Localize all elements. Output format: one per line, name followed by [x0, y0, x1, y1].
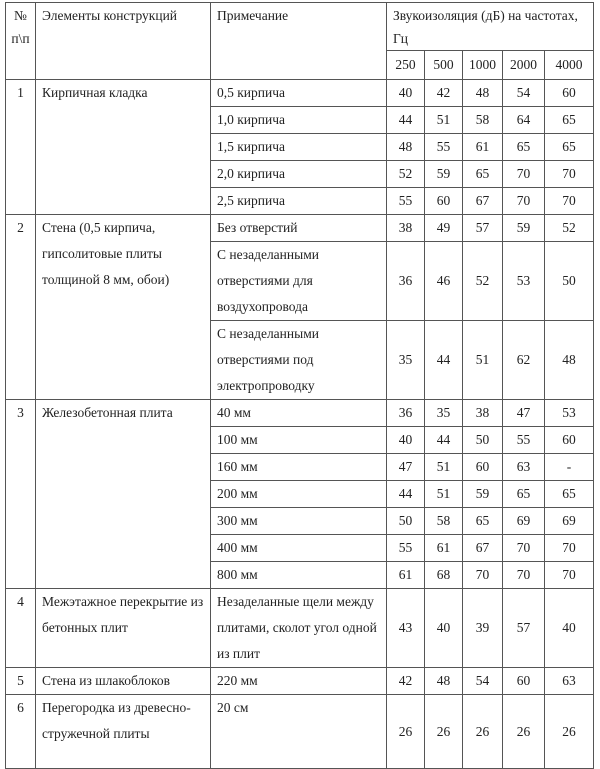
value-cell: 69 [545, 508, 594, 535]
frequency-header: 250 [387, 51, 425, 80]
value-cell: 70 [503, 562, 545, 589]
value-cell: 70 [503, 535, 545, 562]
value-cell: 67 [463, 535, 503, 562]
value-cell: 54 [503, 80, 545, 107]
note-cell: 2,5 кирпича [211, 188, 387, 215]
value-cell: 55 [425, 134, 463, 161]
value-cell: 26 [503, 695, 545, 769]
value-cell: 48 [545, 321, 594, 400]
value-cell: 39 [463, 589, 503, 668]
value-cell: 36 [387, 242, 425, 321]
value-cell: 26 [387, 695, 425, 769]
value-cell: 52 [387, 161, 425, 188]
note-cell: Без отверстий [211, 215, 387, 242]
value-cell: 44 [387, 107, 425, 134]
sound-insulation-table [5, 2, 594, 769]
frequency-header: 4000 [545, 51, 594, 80]
construction-element: Стена (0,5 кирпича, гипсолитовые плиты толщиной 8 мм, обои) [36, 215, 211, 400]
value-cell: 55 [387, 535, 425, 562]
row-index: 1 [6, 80, 36, 215]
note-cell: 200 мм [211, 481, 387, 508]
value-cell: 47 [503, 400, 545, 427]
value-cell: 44 [387, 481, 425, 508]
frequency-header: 500 [425, 51, 463, 80]
value-cell: 65 [463, 161, 503, 188]
construction-element: Стена из шлакоблоков [36, 668, 211, 695]
value-cell: 65 [545, 481, 594, 508]
note-cell: 0,5 кирпича [211, 80, 387, 107]
value-cell: 69 [503, 508, 545, 535]
value-cell: 26 [463, 695, 503, 769]
value-cell: 53 [545, 400, 594, 427]
construction-element: Межэтажное перекрытие из бетонных плит [36, 589, 211, 668]
value-cell: 55 [387, 188, 425, 215]
value-cell: 48 [463, 80, 503, 107]
value-cell: 49 [425, 215, 463, 242]
value-cell: 50 [387, 508, 425, 535]
value-cell: 63 [545, 668, 594, 695]
value-cell: 58 [425, 508, 463, 535]
frequency-header: 1000 [463, 51, 503, 80]
value-cell: 58 [463, 107, 503, 134]
value-cell: - [545, 454, 594, 481]
value-cell: 61 [425, 535, 463, 562]
value-cell: 51 [425, 107, 463, 134]
table-row [6, 668, 594, 695]
header-insulation: Звукоизоляция (дБ) на частотах, Гц [387, 3, 594, 51]
value-cell: 70 [545, 562, 594, 589]
value-cell: 44 [425, 321, 463, 400]
value-cell: 68 [425, 562, 463, 589]
header-element: Элементы конструкций [36, 3, 211, 80]
value-cell: 60 [425, 188, 463, 215]
note-cell: 220 мм [211, 668, 387, 695]
value-cell: 57 [503, 589, 545, 668]
header-note: Примечание [211, 3, 387, 80]
value-cell: 47 [387, 454, 425, 481]
note-cell: Незаделанные щели между плитами, сколот угол одной из плит [211, 589, 387, 668]
table-row [6, 695, 594, 769]
construction-element: Железобетонная плита [36, 400, 211, 589]
value-cell: 42 [425, 80, 463, 107]
value-cell: 60 [503, 668, 545, 695]
value-cell: 70 [503, 161, 545, 188]
value-cell: 60 [463, 454, 503, 481]
table-row [6, 400, 594, 427]
value-cell: 70 [545, 161, 594, 188]
value-cell: 36 [387, 400, 425, 427]
value-cell: 48 [387, 134, 425, 161]
value-cell: 65 [503, 134, 545, 161]
value-cell: 51 [425, 481, 463, 508]
note-cell: 300 мм [211, 508, 387, 535]
note-cell: 800 мм [211, 562, 387, 589]
value-cell: 46 [425, 242, 463, 321]
value-cell: 35 [387, 321, 425, 400]
value-cell: 59 [503, 215, 545, 242]
value-cell: 59 [425, 161, 463, 188]
value-cell: 42 [387, 668, 425, 695]
value-cell: 51 [463, 321, 503, 400]
value-cell: 50 [463, 427, 503, 454]
value-cell: 59 [463, 481, 503, 508]
value-cell: 65 [545, 134, 594, 161]
construction-element: Кирпичная кладка [36, 80, 211, 215]
value-cell: 65 [463, 508, 503, 535]
construction-element: Перегородка из древесно-стружечной плиты [36, 695, 211, 769]
value-cell: 38 [463, 400, 503, 427]
value-cell: 35 [425, 400, 463, 427]
row-index: 2 [6, 215, 36, 400]
value-cell: 62 [503, 321, 545, 400]
value-cell: 61 [387, 562, 425, 589]
note-cell: 1,0 кирпича [211, 107, 387, 134]
row-index: 3 [6, 400, 36, 589]
value-cell: 65 [503, 481, 545, 508]
value-cell: 60 [545, 427, 594, 454]
value-cell: 44 [425, 427, 463, 454]
value-cell: 70 [463, 562, 503, 589]
value-cell: 52 [545, 215, 594, 242]
note-cell: 40 мм [211, 400, 387, 427]
value-cell: 60 [545, 80, 594, 107]
value-cell: 38 [387, 215, 425, 242]
value-cell: 67 [463, 188, 503, 215]
value-cell: 53 [503, 242, 545, 321]
header-index: № п\п [6, 3, 36, 80]
value-cell: 55 [503, 427, 545, 454]
note-cell: 1,5 кирпича [211, 134, 387, 161]
value-cell: 48 [425, 668, 463, 695]
value-cell: 52 [463, 242, 503, 321]
value-cell: 51 [425, 454, 463, 481]
value-cell: 54 [463, 668, 503, 695]
value-cell: 61 [463, 134, 503, 161]
header-row [6, 3, 594, 51]
value-cell: 40 [387, 80, 425, 107]
row-index: 6 [6, 695, 36, 769]
note-cell: 100 мм [211, 427, 387, 454]
value-cell: 70 [545, 188, 594, 215]
table-row [6, 80, 594, 107]
value-cell: 50 [545, 242, 594, 321]
note-cell: 400 мм [211, 535, 387, 562]
note-cell: С незаделанными отверстиями под электропроводку [211, 321, 387, 400]
value-cell: 40 [387, 427, 425, 454]
note-cell: 160 мм [211, 454, 387, 481]
value-cell: 70 [503, 188, 545, 215]
value-cell: 40 [545, 589, 594, 668]
row-index: 5 [6, 668, 36, 695]
note-cell: 20 см [211, 695, 387, 769]
value-cell: 64 [503, 107, 545, 134]
value-cell: 57 [463, 215, 503, 242]
value-cell: 26 [545, 695, 594, 769]
value-cell: 70 [545, 535, 594, 562]
value-cell: 63 [503, 454, 545, 481]
value-cell: 65 [545, 107, 594, 134]
value-cell: 43 [387, 589, 425, 668]
note-cell: 2,0 кирпича [211, 161, 387, 188]
note-cell: С незаделанными отверстиями для воздухопровода [211, 242, 387, 321]
value-cell: 40 [425, 589, 463, 668]
table-row [6, 589, 594, 668]
frequency-header: 2000 [503, 51, 545, 80]
value-cell: 26 [425, 695, 463, 769]
table-row [6, 215, 594, 242]
row-index: 4 [6, 589, 36, 668]
